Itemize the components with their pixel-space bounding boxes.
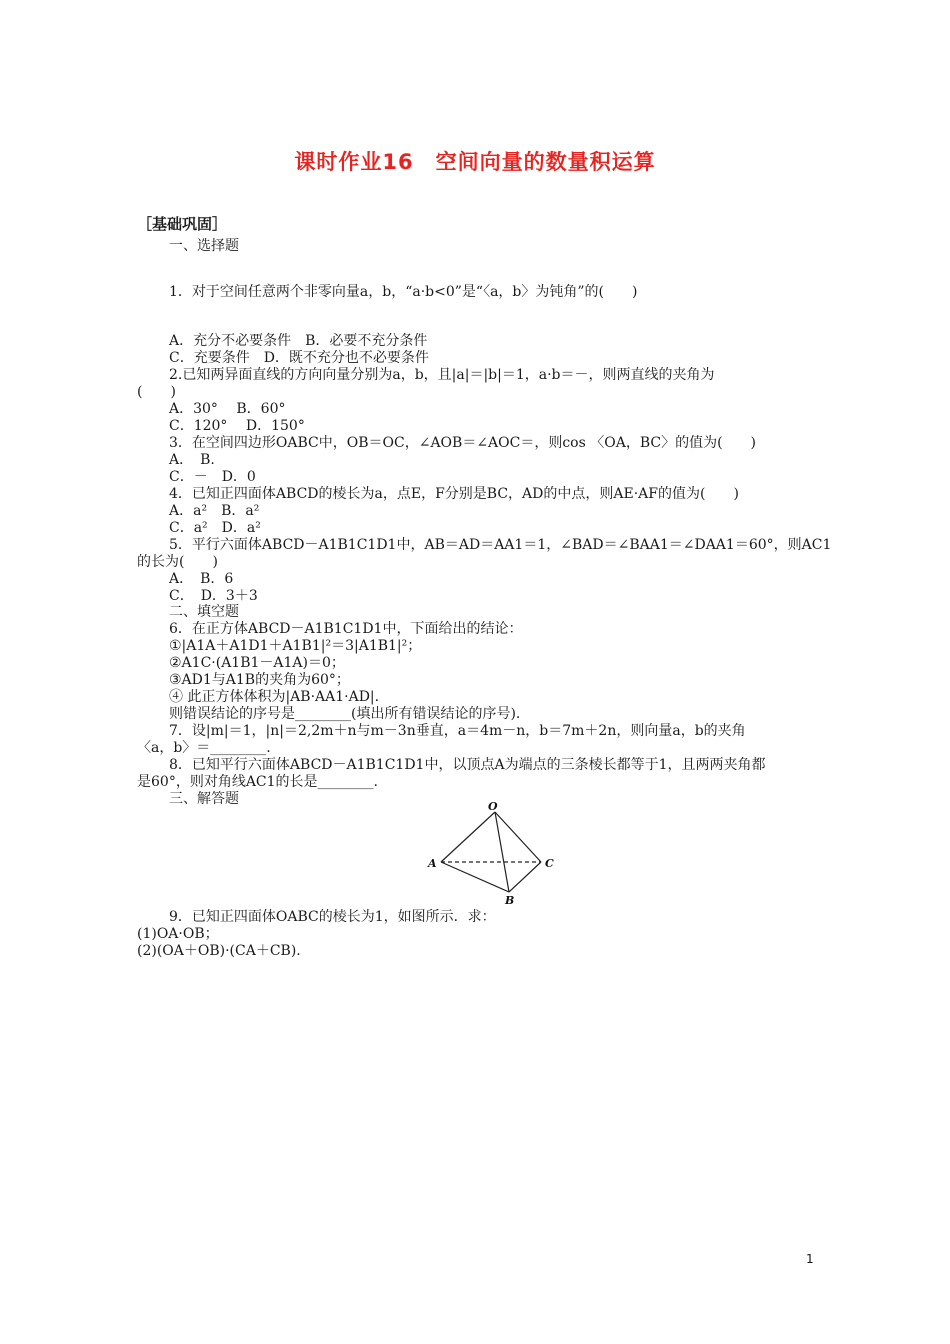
- question-8: 8．已知平行六面体ABCD－A1B1C1D1中，以顶点A为端点的三条棱长都等于1，且两两夹角都: [169, 757, 766, 773]
- question-2: 2.已知两异面直线的方向向量分别为a，b，且|a|＝|b|＝1，a·b＝－，则两直线的夹角为: [169, 367, 715, 383]
- question-7: 7．设|m|＝1，|n|＝2,2m＋n与m－3n垂直，a＝4m－n，b＝7m＋2n，则向量a，b的夹角: [169, 723, 746, 739]
- question-9: 9．已知正四面体OABC的棱长为1，如图所示．求：: [169, 909, 496, 925]
- question-9-part-2: (2)(OA＋OB)·(CA＋CB).: [137, 943, 301, 959]
- page-number: 1: [806, 1252, 814, 1266]
- page-title: 课时作业16 空间向量的数量积运算: [294, 150, 656, 174]
- question-8-cont: 是60°，则对角线AC1的长是________.: [137, 774, 378, 790]
- vertex-label-o: O: [488, 800, 498, 813]
- heading-choice: 一、选择题: [169, 238, 239, 254]
- heading-fill: 二、填空题: [169, 604, 239, 620]
- option-line: A． B.: [169, 452, 215, 468]
- option-line: A． B．6: [169, 571, 234, 587]
- question-3: 3．在空间四边形OABC中，OB＝OC，∠AOB＝∠AOC＝，则cos 〈OA，BC〉的值为( ): [169, 435, 757, 451]
- question-6: 6．在正方体ABCD－A1B1C1D1中，下面给出的结论：: [169, 621, 523, 637]
- question-6-prompt: 则错误结论的序号是________(填出所有错误结论的序号).: [169, 706, 521, 722]
- option-line: A．a² B．a²: [169, 503, 260, 519]
- question-7-cont: 〈a，b〉＝________.: [137, 740, 271, 756]
- option-line: C．－ D．0: [169, 469, 256, 485]
- option-line: A．30° B．60°: [169, 401, 286, 417]
- question-1: 1．对于空间任意两个非零向量a，b，“a·b<0”是“〈a，b〉为钝角”的( ): [169, 284, 638, 300]
- vertex-label-c: C: [545, 857, 554, 870]
- heading-solve: 三、解答题: [169, 791, 239, 807]
- question-2-cont: ( ): [137, 384, 176, 400]
- question-4: 4．已知正四面体ABCD的棱长为a，点E，F分别是BC，AD的中点，则AE·AF的值为( ): [169, 486, 739, 502]
- statement-2: ②A1C·(A1B1－A1A)＝0；: [169, 655, 345, 671]
- question-5-cont: 的长为( ): [137, 554, 218, 570]
- question-5: 5．平行六面体ABCD－A1B1C1D1中，AB＝AD＝AA1＝1，∠BAD＝∠BAA1＝∠DAA1＝60°，则AC1: [169, 537, 832, 553]
- vertex-label-b: B: [505, 894, 515, 905]
- section-heading: ［基础巩固］: [137, 215, 228, 233]
- vertex-label-a: A: [428, 857, 437, 870]
- option-line: A．充分不必要条件 B．必要不充分条件: [169, 333, 428, 349]
- option-line: C．120° D．150°: [169, 418, 305, 434]
- option-line: C． D．3＋3: [169, 588, 258, 604]
- option-line: C．a² D．a²: [169, 520, 261, 536]
- statement-1: ①|A1A＋A1D1＋A1B1|²＝3|A1B1|²；: [169, 638, 422, 654]
- statement-3: ③AD1与A1B的夹角为60°；: [169, 672, 350, 688]
- tetrahedron-figure: [425, 800, 560, 905]
- statement-4: ④ 此正方体体积为|AB·AA1·AD|.: [169, 689, 380, 705]
- question-9-part-1: (1)OA·OB；: [137, 926, 219, 942]
- option-line: C．充要条件 D．既不充分也不必要条件: [169, 350, 429, 366]
